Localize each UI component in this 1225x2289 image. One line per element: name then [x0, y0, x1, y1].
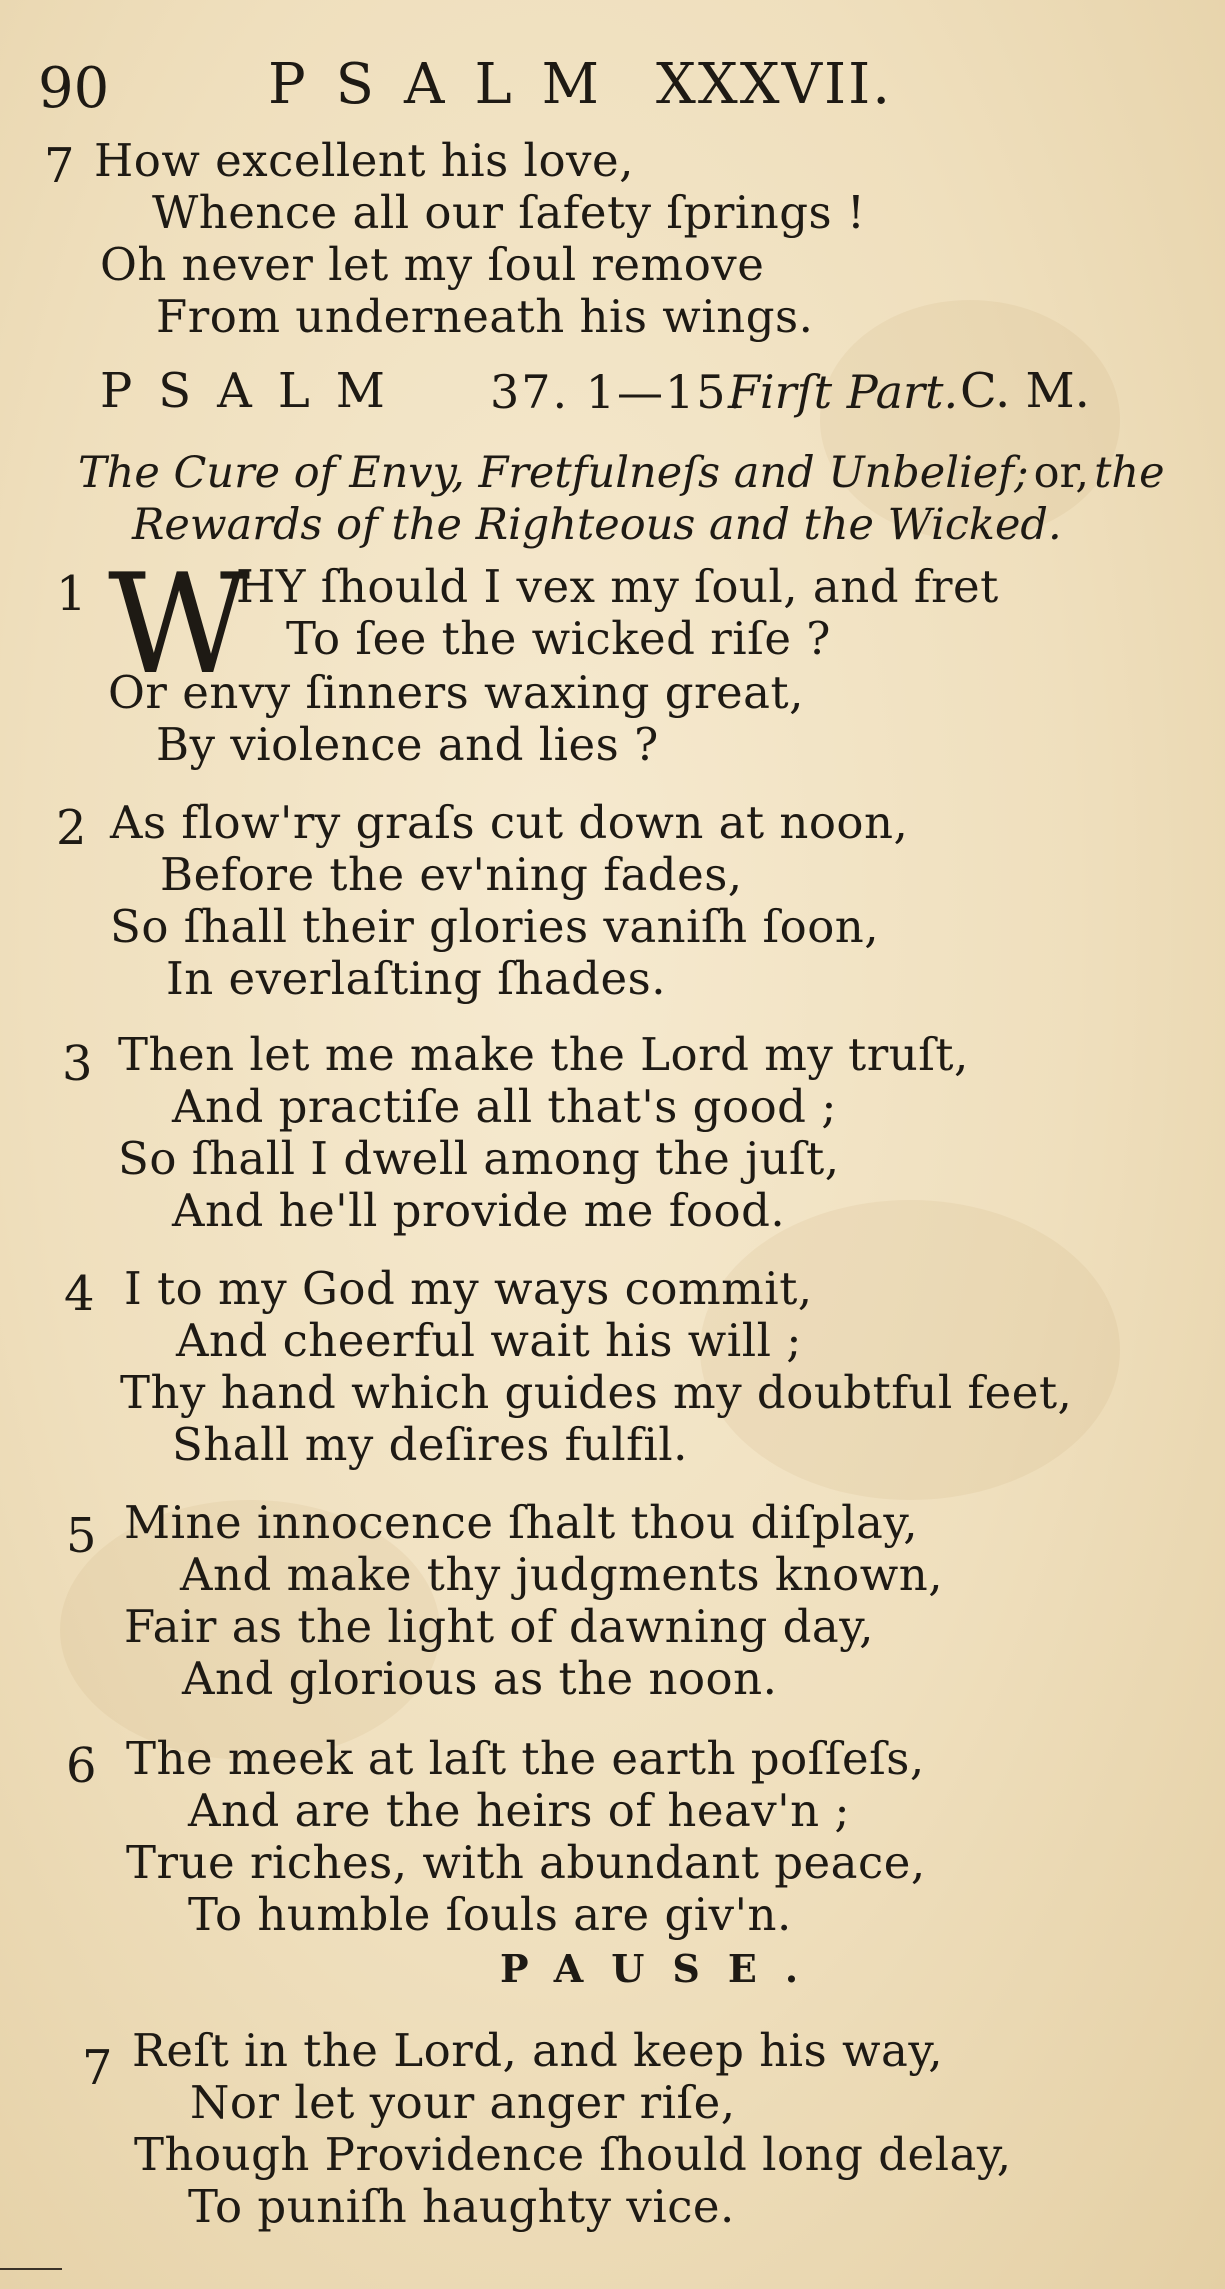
verse-line: Before the ev'ning fades, [160, 848, 743, 901]
verse-line: And he'll provide me food. [172, 1184, 786, 1237]
verse-line: Oh never let my ſoul remove [100, 238, 765, 291]
verse-line: To ſee the wicked riſe ? [286, 612, 831, 665]
verse-line: Though Providence ſhould long delay, [134, 2128, 1012, 2181]
psalm-subtitle-line-2: Rewards of the Righteous and the Wicked. [132, 500, 1062, 550]
verse-number: 2 [56, 800, 87, 856]
verse-number: 1 [56, 566, 87, 622]
verse-line: To puniſh haughty vice. [188, 2180, 735, 2233]
psalm-verse-range: 37. 1—15. [490, 365, 745, 419]
verse-line: I to my God my ways commit, [124, 1262, 813, 1315]
verse-line: By violence and lies ? [156, 718, 659, 771]
verse-line: Whence all our ſafety ſprings ! [152, 186, 866, 239]
verse-line: And cheerful wait his will ; [176, 1314, 802, 1367]
bottom-rule [0, 2268, 62, 2270]
page-number: 90 [38, 56, 110, 121]
psalm-subtitle-or: or, [1033, 448, 1090, 498]
verse-line: Shall my deſires fulfil. [172, 1418, 688, 1471]
pause-heading: PAUSE. [500, 1946, 827, 1991]
verse-line: How excellent his love, [94, 134, 634, 187]
verse-line: Reſt in the Lord, and keep his way, [132, 2024, 944, 2077]
verse-line: HY ſhould I vex my ſoul, and fret [236, 560, 999, 613]
psalm-subtitle-line-1 [78, 448, 1165, 498]
running-head: PSALM [268, 52, 630, 117]
verse-number: 7 [82, 2040, 113, 2096]
psalm-part: Firſt Part. [728, 365, 959, 419]
verse-line: And glorious as the noon. [182, 1652, 778, 1705]
psalm-subtitle-a: The Cure of Envy, Fretfulneſs and Unbelief; [78, 448, 1029, 498]
verse-number: 4 [64, 1266, 95, 1322]
verse-line: As flow'ry graſs cut down at noon, [110, 796, 909, 849]
verse-line: So ſhall I dwell among the juſt, [118, 1132, 840, 1185]
verse-line: And make thy judgments known, [180, 1548, 944, 1601]
verse-line: And practiſe all that's good ; [172, 1080, 837, 1133]
verse-line: True riches, with abundant peace, [126, 1836, 926, 1889]
verse-line: The meek at laſt the earth poſſeſs, [126, 1732, 925, 1785]
verse-line: Or envy ſinners waxing great, [108, 666, 804, 719]
drop-cap: W [108, 544, 250, 705]
verse-line: In everlaſting ſhades. [166, 952, 667, 1005]
verse-line: Then let me make the Lord my truſt, [118, 1028, 969, 1081]
psalm-title: PSALM [100, 363, 411, 419]
verse-line: Nor let your anger riſe, [190, 2076, 736, 2129]
verse-line: Thy hand which guides my doubtful feet, [120, 1366, 1073, 1419]
verse-line: To humble ſouls are giv'n. [188, 1888, 792, 1941]
verse-number: 6 [66, 1738, 97, 1794]
verse-line: Fair as the light of dawning day, [124, 1600, 874, 1653]
psalm-subtitle-b: the [1094, 448, 1165, 498]
verse-line: So ſhall their glories vaniſh ſoon, [110, 900, 880, 953]
verse-line: Mine innocence ſhalt thou diſplay, [124, 1496, 919, 1549]
verse-line: From underneath his wings. [156, 290, 814, 343]
psalm-meter: C. M. [960, 363, 1090, 419]
verse-number: 7 [44, 138, 75, 194]
running-head-numeral: XXXVII. [656, 52, 893, 117]
verse-line: And are the heirs of heav'n ; [188, 1784, 851, 1837]
verse-number: 3 [62, 1036, 93, 1092]
verse-number: 5 [66, 1508, 97, 1564]
